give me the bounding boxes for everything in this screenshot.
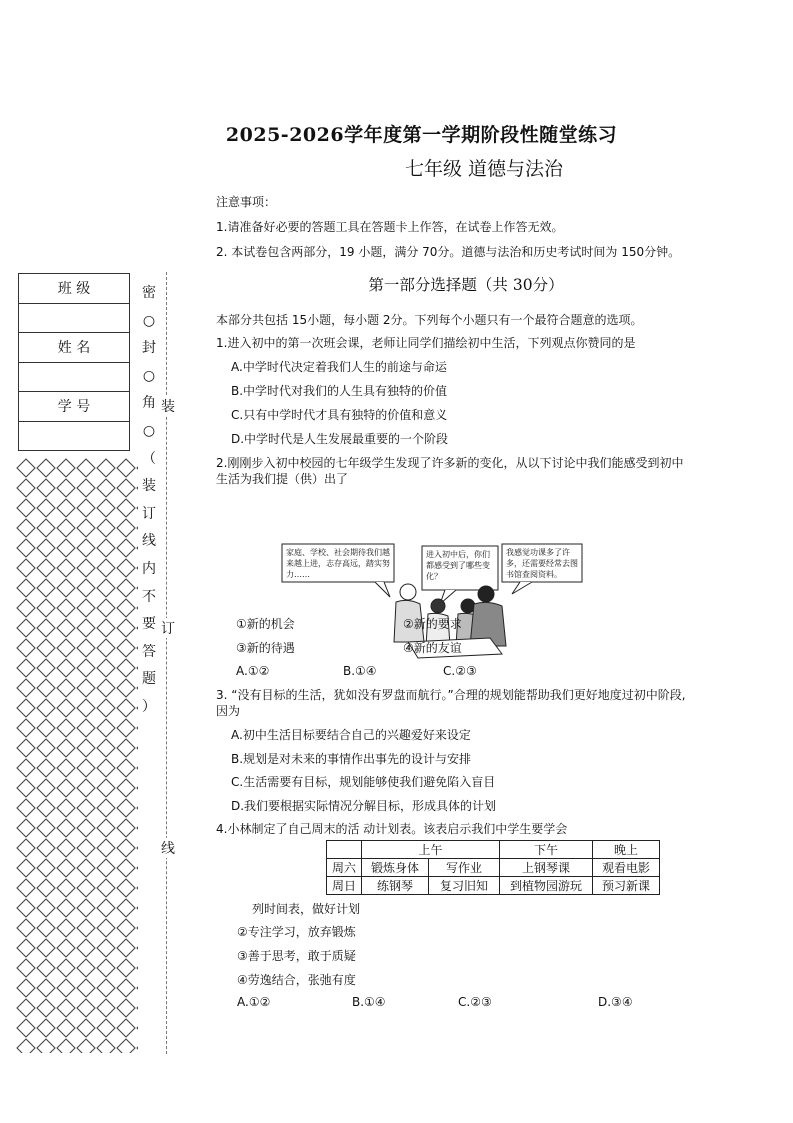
notice-heading: 注意事项： — [216, 195, 277, 209]
q2-item-3: ③新的待遇 — [236, 641, 295, 655]
q1-stem: 1.进入初中的第一次班会课，老师让同学们描绘初中生活，下列观点你赞同的是 — [216, 336, 636, 350]
q3-stem-line1: 3. “没有目标的生活，犹如没有罗盘而航行。”合理的规划能帮助我们更好地度过初中阶段, — [216, 688, 686, 702]
seal-char: 订 — [142, 505, 156, 522]
bind-word: 装 — [161, 396, 175, 416]
binding-line — [166, 272, 167, 1054]
q2-choice-c: C.②③ — [443, 664, 477, 678]
q4-item-3: ③善于思考，敢于质疑 — [237, 949, 356, 963]
q2-stem-line1: 2.刚刚步入初中校园的七年级学生发现了许多新的变化，从以下讨论中我们能感受到初中 — [216, 456, 684, 470]
seal-char: ○ — [142, 367, 156, 384]
q2-choice-a: A.①② — [236, 664, 270, 678]
bind-word: 订 — [161, 618, 175, 638]
id-label: 学 号 — [19, 392, 130, 422]
q2-choice-b: B.①④ — [343, 664, 377, 678]
section-heading: 第一部分选择题（共 30分） — [368, 276, 564, 294]
timetable-cell: 锻炼身体 — [362, 859, 429, 877]
class-field[interactable] — [19, 303, 130, 333]
bubble-text-3: 我感觉功课多了许多，还需要经常去图书馆查阅资料。 — [506, 548, 578, 579]
exam-subtitle: 七年级 道德与法治 — [404, 158, 564, 180]
timetable-day: 周六 — [327, 859, 362, 877]
seal-char: 线 — [142, 533, 156, 550]
seal-char: 内 — [142, 560, 156, 577]
activity-timetable — [326, 840, 660, 895]
bubble-text-2: 进入初中后，你们都感受到了哪些变化？ — [426, 550, 490, 581]
q4-choice-d: D.③④ — [598, 995, 633, 1009]
q2-item-2: ②新的要求 — [403, 617, 462, 631]
timetable-cell: 预习新课 — [593, 877, 660, 895]
q4-item-4: ④劳逸结合，张弛有度 — [237, 973, 356, 987]
timetable-header-am: 上午 — [362, 841, 500, 859]
seal-char: 角 — [142, 395, 156, 412]
notice-item-1: 1.请准备好必要的答题工具在答题卡上作答，在试卷上作答无效。 — [216, 220, 564, 234]
notice-item-2: 2. 本试卷包含两部分，19 小题，满分 70分。道德与法治和历史考试时间为 150分钟。 — [216, 245, 681, 259]
q1-option-c: C.只有中学时代才具有独特的价值和意义 — [231, 408, 448, 422]
q3-option-b: B.规划是对未来的事情作出事先的设计与安排 — [231, 752, 472, 766]
seal-char: 密 — [142, 285, 156, 301]
q1-option-b: B.中学时代对我们的人生具有独特的价值 — [231, 384, 448, 398]
bubble-text-1: 家庭、学校、社会期待我们越来越上进，志存高远，踏实努力…… — [286, 548, 390, 579]
timetable-cell: 练钢琴 — [362, 877, 429, 895]
timetable-cell: 到植物园游玩 — [500, 877, 593, 895]
q2-stem-line2: 生活为我们提（供）出了 — [216, 472, 349, 486]
q4-choice-c: C.②③ — [458, 995, 492, 1009]
seal-char: 答 — [142, 643, 156, 660]
section-intro: 本部分共包括 15小题，每小题 2分。下列每个小题只有一个最符合题意的选项。 — [216, 313, 643, 327]
q4-stem: 4.小林制定了自己周末的活 动计划表。该表启示我们中学生要学会 — [216, 822, 568, 836]
q3-option-d: D.我们要根据实际情况分解目标，形成具体的计划 — [231, 799, 497, 813]
bind-word: 线 — [161, 838, 175, 858]
id-field[interactable] — [19, 421, 130, 451]
timetable-cell: 复习旧知 — [429, 877, 500, 895]
timetable-header-pm: 下午 — [500, 841, 593, 859]
timetable-cell: 写作业 — [429, 859, 500, 877]
q3-option-c: C.生活需要有目标，规划能够使我们避免陷入盲目 — [231, 775, 496, 789]
seal-char: ） — [142, 698, 156, 715]
class-label: 班 级 — [19, 274, 130, 304]
timetable-day: 周日 — [327, 877, 362, 895]
q4-choice-a: A.①② — [237, 995, 271, 1009]
seal-char: 不 — [142, 588, 156, 605]
student-info-table — [18, 273, 130, 451]
seal-char: ○ — [142, 312, 156, 329]
q4-item-1: 列时间表，做好计划 — [252, 902, 361, 916]
seal-char: 题 — [142, 671, 156, 688]
q4-choice-b: B.①④ — [352, 995, 386, 1009]
seal-char: 封 — [142, 340, 156, 357]
timetable-header-eve: 晚上 — [593, 841, 660, 859]
q1-option-d: D.中学时代是人生发展最重要的一个阶段 — [231, 432, 449, 446]
q1-option-a: A.中学时代决定着我们人生的前途与命运 — [231, 360, 447, 374]
seal-char: 要 — [142, 616, 156, 633]
name-label: 姓 名 — [19, 333, 130, 363]
q3-stem-line2: 因为 — [216, 704, 241, 718]
seal-column — [138, 280, 160, 722]
decorative-pattern — [16, 458, 138, 1053]
timetable-cell: 上钢琴课 — [500, 859, 593, 877]
timetable-corner — [327, 841, 362, 859]
q4-item-2: ②专注学习，放弃锻炼 — [237, 925, 356, 939]
q3-option-a: A.初中生活目标要结合自己的兴趣爱好来设定 — [231, 728, 471, 742]
seal-char: （ — [142, 450, 156, 467]
seal-char: ○ — [142, 422, 156, 439]
q2-item-4: ④新的友谊 — [403, 641, 462, 655]
seal-char: 装 — [142, 478, 156, 495]
name-field[interactable] — [19, 362, 130, 392]
exam-title: 2025-2026学年度第一学期阶段性随堂练习 — [225, 124, 618, 146]
q2-item-1: ①新的机会 — [236, 617, 295, 631]
timetable-cell: 观看电影 — [593, 859, 660, 877]
